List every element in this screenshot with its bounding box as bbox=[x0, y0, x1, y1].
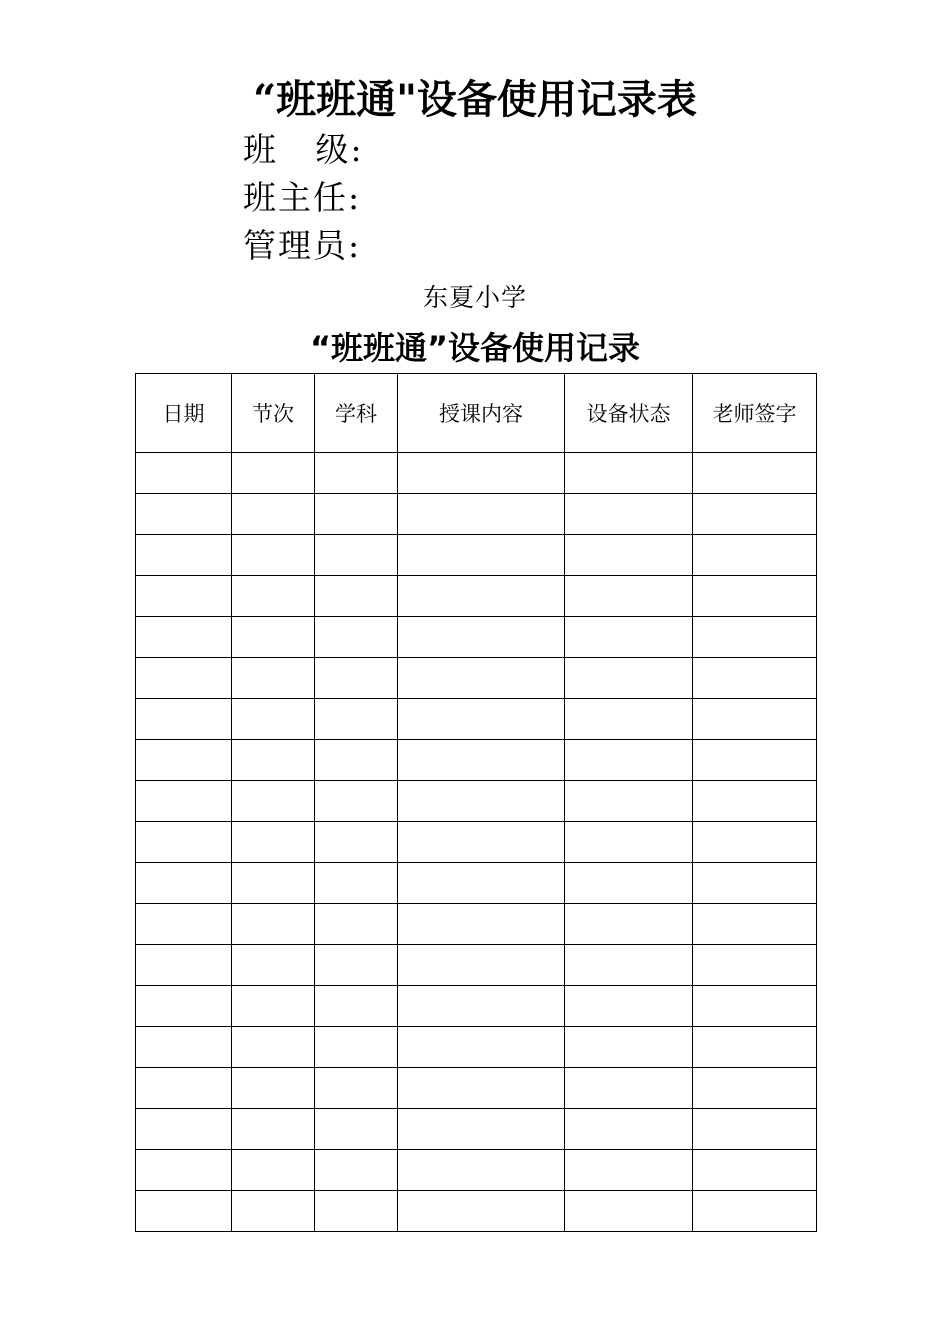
device-status-cell bbox=[565, 1109, 693, 1150]
class-field-label: 班 级: bbox=[243, 130, 364, 169]
date-cell bbox=[136, 781, 232, 822]
subject-cell bbox=[315, 1068, 398, 1109]
teacher-signature-cell bbox=[693, 863, 817, 904]
subject-cell bbox=[315, 945, 398, 986]
lesson-content-cell bbox=[398, 1027, 565, 1068]
subject-cell bbox=[315, 1150, 398, 1191]
period-cell bbox=[232, 1068, 315, 1109]
date-cell bbox=[136, 945, 232, 986]
teacher-signature-cell bbox=[693, 535, 817, 576]
period-cell bbox=[232, 1027, 315, 1068]
device-status-cell bbox=[565, 1068, 693, 1109]
teacher-signature-cell bbox=[693, 1150, 817, 1191]
period-cell bbox=[232, 453, 315, 494]
lesson-content-cell bbox=[398, 576, 565, 617]
subject-cell bbox=[315, 576, 398, 617]
date-cell bbox=[136, 1027, 232, 1068]
device-status-cell bbox=[565, 904, 693, 945]
teacher-signature-cell bbox=[693, 1109, 817, 1150]
teacher-signature-cell bbox=[693, 1068, 817, 1109]
period-cell bbox=[232, 1191, 315, 1232]
period-cell bbox=[232, 986, 315, 1027]
period-cell bbox=[232, 822, 315, 863]
period-cell bbox=[232, 1109, 315, 1150]
date-cell bbox=[136, 904, 232, 945]
table-row bbox=[136, 617, 817, 658]
column-header-period: 节次 bbox=[232, 374, 315, 453]
lesson-content-cell bbox=[398, 699, 565, 740]
period-cell bbox=[232, 863, 315, 904]
date-cell bbox=[136, 1068, 232, 1109]
lesson-content-cell bbox=[398, 904, 565, 945]
lesson-content-cell bbox=[398, 781, 565, 822]
usage-record-table bbox=[135, 373, 817, 1232]
head-teacher-field-label: 班主任: bbox=[243, 178, 362, 217]
period-cell bbox=[232, 781, 315, 822]
lesson-content-cell bbox=[398, 658, 565, 699]
subject-cell bbox=[315, 617, 398, 658]
date-cell bbox=[136, 822, 232, 863]
device-status-cell bbox=[565, 863, 693, 904]
table-title: “班班通”设备使用记录 bbox=[309, 329, 641, 367]
table-row bbox=[136, 494, 817, 535]
device-status-cell bbox=[565, 617, 693, 658]
table-row bbox=[136, 658, 817, 699]
date-cell bbox=[136, 986, 232, 1027]
lesson-content-cell bbox=[398, 617, 565, 658]
teacher-signature-cell bbox=[693, 576, 817, 617]
subject-cell bbox=[315, 904, 398, 945]
teacher-signature-cell bbox=[693, 740, 817, 781]
date-cell bbox=[136, 535, 232, 576]
subject-cell bbox=[315, 822, 398, 863]
table-row bbox=[136, 699, 817, 740]
table-body bbox=[136, 453, 817, 1232]
table-row bbox=[136, 945, 817, 986]
teacher-signature-cell bbox=[693, 494, 817, 535]
column-header-device-status: 设备状态 bbox=[565, 374, 693, 453]
column-header-subject: 学科 bbox=[315, 374, 398, 453]
teacher-signature-cell bbox=[693, 945, 817, 986]
table-row bbox=[136, 986, 817, 1027]
administrator-field-label: 管理员: bbox=[243, 226, 362, 265]
subject-cell bbox=[315, 453, 398, 494]
table-row bbox=[136, 822, 817, 863]
table-row bbox=[136, 1109, 817, 1150]
subject-cell bbox=[315, 740, 398, 781]
subject-cell bbox=[315, 1109, 398, 1150]
device-status-cell bbox=[565, 945, 693, 986]
subject-cell bbox=[315, 863, 398, 904]
subject-cell bbox=[315, 535, 398, 576]
period-cell bbox=[232, 945, 315, 986]
subject-cell bbox=[315, 986, 398, 1027]
device-status-cell bbox=[565, 822, 693, 863]
device-status-cell bbox=[565, 1191, 693, 1232]
lesson-content-cell bbox=[398, 1150, 565, 1191]
date-cell bbox=[136, 740, 232, 781]
subject-cell bbox=[315, 699, 398, 740]
date-cell bbox=[136, 1150, 232, 1191]
date-cell bbox=[136, 494, 232, 535]
teacher-signature-cell bbox=[693, 699, 817, 740]
teacher-signature-cell bbox=[693, 822, 817, 863]
table-row bbox=[136, 453, 817, 494]
table-row bbox=[136, 863, 817, 904]
subject-cell bbox=[315, 1027, 398, 1068]
table-row bbox=[136, 781, 817, 822]
lesson-content-cell bbox=[398, 453, 565, 494]
table-header-row bbox=[136, 374, 817, 453]
period-cell bbox=[232, 904, 315, 945]
device-status-cell bbox=[565, 781, 693, 822]
date-cell bbox=[136, 617, 232, 658]
period-cell bbox=[232, 535, 315, 576]
teacher-signature-cell bbox=[693, 986, 817, 1027]
column-header-teacher-signature: 老师签字 bbox=[693, 374, 817, 453]
device-status-cell bbox=[565, 699, 693, 740]
lesson-content-cell bbox=[398, 1191, 565, 1232]
subject-cell bbox=[315, 494, 398, 535]
teacher-signature-cell bbox=[693, 781, 817, 822]
teacher-signature-cell bbox=[693, 1191, 817, 1232]
teacher-signature-cell bbox=[693, 453, 817, 494]
school-name: 东夏小学 bbox=[422, 283, 527, 312]
teacher-signature-cell bbox=[693, 617, 817, 658]
table-row bbox=[136, 904, 817, 945]
table-row bbox=[136, 576, 817, 617]
column-header-date: 日期 bbox=[136, 374, 232, 453]
lesson-content-cell bbox=[398, 1068, 565, 1109]
device-status-cell bbox=[565, 576, 693, 617]
period-cell bbox=[232, 658, 315, 699]
lesson-content-cell bbox=[398, 945, 565, 986]
lesson-content-cell bbox=[398, 863, 565, 904]
table-row bbox=[136, 535, 817, 576]
lesson-content-cell bbox=[398, 1109, 565, 1150]
device-status-cell bbox=[565, 535, 693, 576]
lesson-content-cell bbox=[398, 822, 565, 863]
teacher-signature-cell bbox=[693, 904, 817, 945]
date-cell bbox=[136, 1191, 232, 1232]
teacher-signature-cell bbox=[693, 658, 817, 699]
subject-cell bbox=[315, 1191, 398, 1232]
column-header-lesson-content: 授课内容 bbox=[398, 374, 565, 453]
period-cell bbox=[232, 494, 315, 535]
device-status-cell bbox=[565, 494, 693, 535]
subject-cell bbox=[315, 781, 398, 822]
period-cell bbox=[232, 617, 315, 658]
date-cell bbox=[136, 453, 232, 494]
device-status-cell bbox=[565, 658, 693, 699]
period-cell bbox=[232, 699, 315, 740]
teacher-signature-cell bbox=[693, 1027, 817, 1068]
date-cell bbox=[136, 1109, 232, 1150]
device-status-cell bbox=[565, 1150, 693, 1191]
table-row bbox=[136, 1068, 817, 1109]
lesson-content-cell bbox=[398, 740, 565, 781]
period-cell bbox=[232, 576, 315, 617]
date-cell bbox=[136, 863, 232, 904]
table-row bbox=[136, 1191, 817, 1232]
device-status-cell bbox=[565, 986, 693, 1027]
table-row bbox=[136, 1150, 817, 1191]
device-status-cell bbox=[565, 453, 693, 494]
table-row bbox=[136, 740, 817, 781]
period-cell bbox=[232, 1150, 315, 1191]
lesson-content-cell bbox=[398, 986, 565, 1027]
subject-cell bbox=[315, 658, 398, 699]
lesson-content-cell bbox=[398, 535, 565, 576]
document-title: “班班通"设备使用记录表 bbox=[253, 76, 697, 123]
table-row bbox=[136, 1027, 817, 1068]
date-cell bbox=[136, 699, 232, 740]
period-cell bbox=[232, 740, 315, 781]
device-status-cell bbox=[565, 1027, 693, 1068]
date-cell bbox=[136, 576, 232, 617]
device-status-cell bbox=[565, 740, 693, 781]
lesson-content-cell bbox=[398, 494, 565, 535]
date-cell bbox=[136, 658, 232, 699]
